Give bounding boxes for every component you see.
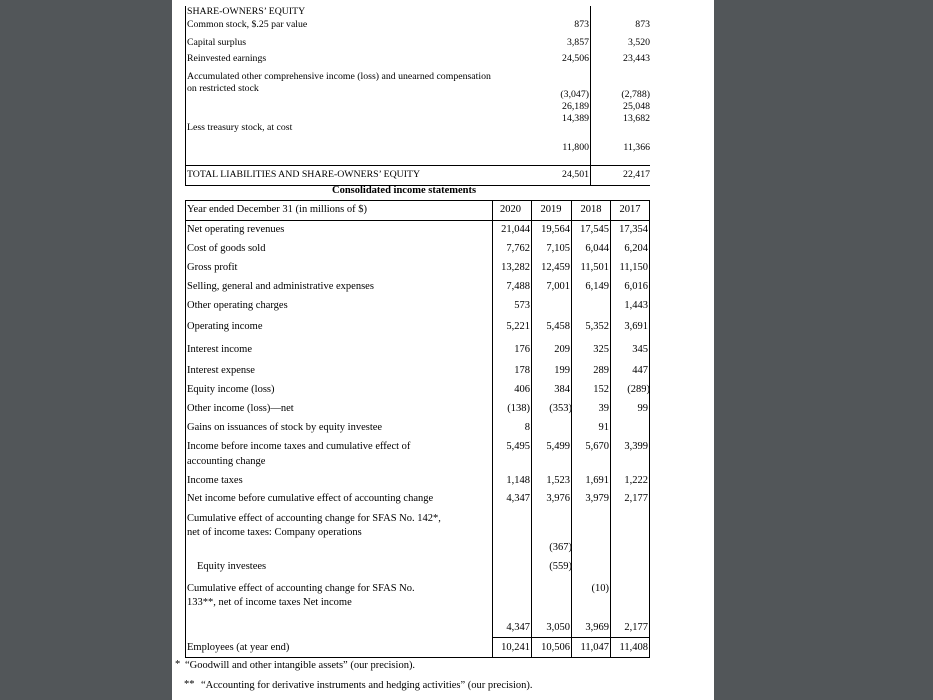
cell: 345: [632, 344, 648, 355]
balance-label: TOTAL LIABILITIES AND SHARE-OWNERS’ EQUITY: [187, 169, 421, 180]
cell: 3,399: [624, 441, 648, 452]
cell: 3,691: [624, 321, 648, 332]
cell: 13,282: [501, 262, 530, 273]
row-label: Cumulative effect of accounting change for SFAS No. 142*,: [187, 513, 441, 524]
row-label: Selling, general and administrative expenses: [187, 281, 374, 292]
cell: 7,105: [546, 243, 570, 254]
cell: 384: [554, 384, 570, 395]
row-label: Cost of goods sold: [187, 243, 266, 254]
balance-value: (3,047): [560, 89, 589, 100]
cell: (138): [507, 403, 530, 414]
year-header: 2018: [580, 204, 602, 215]
balance-label: on restricted stock: [187, 83, 259, 94]
row-label: 133**, net of income taxes Net income: [187, 597, 352, 608]
cell: 10,241: [501, 642, 530, 653]
cell: 6,204: [624, 243, 648, 254]
row-label: Equity investees: [197, 561, 267, 572]
balance-label: Common stock, $.25 par value: [187, 19, 308, 30]
cell: 3,979: [585, 493, 609, 504]
cell: 5,352: [585, 321, 609, 332]
row-label: Other income (loss)—net: [187, 403, 294, 414]
balance-label: Reinvested earnings: [187, 53, 267, 64]
year-header-label: Year ended December 31 (in millions of $): [187, 204, 368, 215]
balance-value: 26,189: [562, 101, 589, 112]
cell: 17,354: [619, 224, 648, 235]
balance-value: (2,788): [621, 89, 650, 100]
cell: 11,047: [580, 642, 609, 653]
cell: 2,177: [624, 493, 648, 504]
cell: 11,501: [580, 262, 609, 273]
cell: (367): [549, 542, 572, 553]
balance-value: 14,389: [562, 113, 589, 124]
balance-value: 25,048: [623, 101, 650, 112]
cell: 325: [593, 344, 609, 355]
row-label: Net income before cumulative effect of accounting change: [187, 493, 434, 504]
cell: 199: [554, 365, 570, 376]
balance-value: 11,800: [562, 142, 589, 153]
balance-value: 873: [635, 19, 650, 30]
balance-label: SHARE-OWNERS’ EQUITY: [187, 6, 306, 17]
cell: 4,347: [506, 493, 530, 504]
cell: 447: [632, 365, 648, 376]
row-label: Gross profit: [187, 262, 238, 273]
cell: 209: [554, 344, 570, 355]
cell: 11,408: [619, 642, 648, 653]
cell: 406: [514, 384, 530, 395]
row-label: accounting change: [187, 456, 266, 467]
row-label: Net operating revenues: [187, 224, 285, 235]
cell: 5,458: [546, 321, 570, 332]
cell: 10,506: [541, 642, 570, 653]
cell: 12,459: [541, 262, 570, 273]
balance-value: 3,520: [627, 37, 650, 48]
cell: 6,149: [585, 281, 609, 292]
footnote-text: “Accounting for derivative instruments and hedging activities” (our precision).: [201, 680, 533, 691]
cell: 3,969: [585, 622, 609, 633]
cell: 21,044: [501, 224, 530, 235]
cell: 5,495: [506, 441, 530, 452]
year-header: 2019: [540, 204, 562, 215]
cell: 1,691: [585, 475, 609, 486]
row-label: Operating income: [187, 321, 263, 332]
cell: (559): [549, 561, 572, 572]
footnote-mark: **: [184, 679, 195, 690]
row-label: Other operating charges: [187, 300, 288, 311]
cell: 1,148: [506, 475, 530, 486]
document-page: [172, 0, 714, 700]
row-label: Income before income taxes and cumulative effect of: [187, 441, 411, 452]
cell: 289: [593, 365, 609, 376]
cell: 7,001: [546, 281, 570, 292]
balance-value: 3,857: [566, 37, 589, 48]
cell: 178: [514, 365, 530, 376]
cell: 6,044: [585, 243, 609, 254]
cell: 7,762: [506, 243, 530, 254]
row-label: Cumulative effect of accounting change for SFAS No.: [187, 583, 415, 594]
footnote-text: “Goodwill and other intangible assets” (our precision).: [185, 660, 416, 671]
cell: 3,050: [546, 622, 570, 633]
balance-value: 24,501: [562, 169, 589, 180]
balance-value: 24,506: [562, 53, 589, 64]
cell: 99: [637, 403, 648, 414]
cell: 4,347: [506, 622, 530, 633]
balance-value: 873: [574, 19, 589, 30]
cell: 91: [598, 422, 609, 433]
cell: 1,443: [624, 300, 648, 311]
balance-value: 13,682: [623, 113, 650, 124]
balance-value: 22,417: [623, 169, 650, 180]
balance-value: 11,366: [623, 142, 650, 153]
cell: 8: [524, 422, 530, 433]
row-label: Interest income: [187, 344, 253, 355]
year-header: 2020: [500, 204, 521, 215]
balance-value: 23,443: [623, 53, 650, 64]
cell: 7,488: [506, 281, 530, 292]
cell: (353): [549, 403, 572, 414]
cell: 5,670: [585, 441, 609, 452]
cell: 6,016: [624, 281, 648, 292]
cell: 2,177: [624, 622, 648, 633]
cell: (289): [627, 384, 650, 395]
row-label: Employees (at year end): [187, 642, 290, 653]
cell: 5,499: [546, 441, 570, 452]
cell: 3,976: [546, 493, 570, 504]
cell: 17,545: [580, 224, 609, 235]
year-header: 2017: [619, 204, 641, 215]
balance-label: Less treasury stock, at cost: [187, 122, 293, 133]
row-label: Income taxes: [187, 475, 243, 486]
cell: 1,523: [546, 475, 570, 486]
cell: 573: [514, 300, 530, 311]
row-label: net of income taxes: Company operations: [187, 527, 362, 538]
cell: 176: [514, 344, 530, 355]
cell: 5,221: [506, 321, 530, 332]
cell: 11,150: [619, 262, 648, 273]
cell: 1,222: [624, 475, 648, 486]
cell: 39: [598, 403, 609, 414]
cell: (10): [591, 583, 609, 594]
balance-label: Capital surplus: [187, 37, 247, 48]
balance-label: Accumulated other comprehensive income (loss) and unearned compensation: [187, 71, 491, 82]
cell: 152: [593, 384, 609, 395]
row-label: Equity income (loss): [187, 384, 275, 395]
row-label: Interest expense: [187, 365, 255, 376]
footnote-mark: *: [175, 659, 181, 670]
income-title: Consolidated income statements: [332, 185, 477, 196]
row-label: Gains on issuances of stock by equity investee: [187, 422, 383, 433]
cell: 19,564: [541, 224, 570, 235]
